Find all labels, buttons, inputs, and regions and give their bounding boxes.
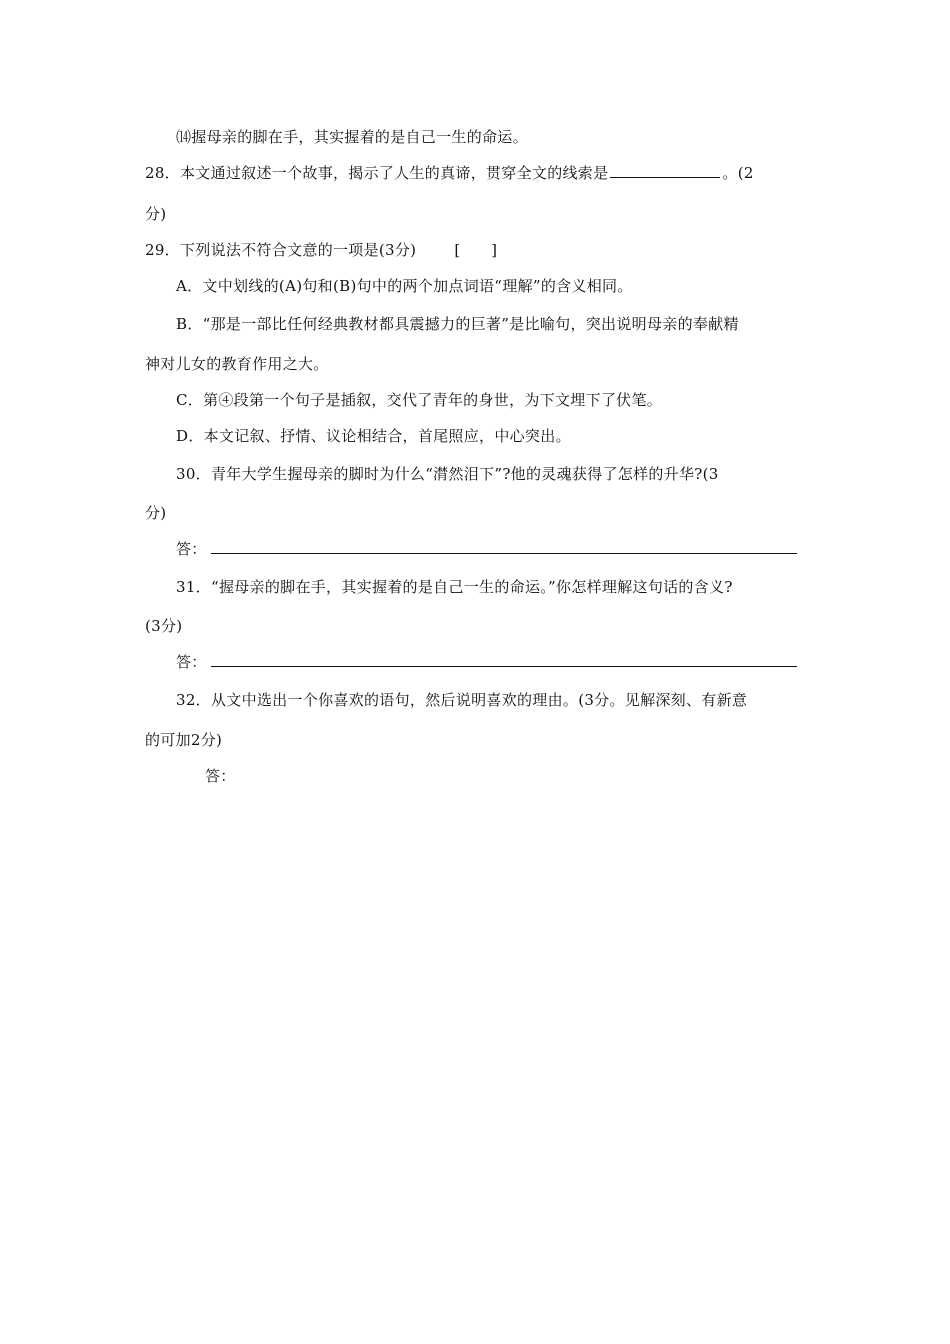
question-32-cont: 的可加2分) — [145, 731, 223, 749]
option-b-cont: 神对儿女的教育作用之大。 — [145, 355, 329, 373]
question-28 — [145, 163, 813, 183]
option-a: A．文中划线的(A)句和(B)句中的两个加点词语“理解”的含义相同。 — [176, 277, 633, 295]
option-d: D．本文记叙、抒情、议论相结合，首尾照应，中心突出。 — [176, 427, 571, 445]
question-30: 30．青年大学生握母亲的脚时为什么“潸然泪下”?他的灵魂获得了怎样的升华?(3 — [176, 465, 719, 483]
question-28-score: 。(2 — [722, 164, 754, 182]
answer-line[interactable] — [211, 539, 797, 554]
question-28-cont: 分) — [145, 205, 167, 223]
question-32: 32．从文中选出一个你喜欢的语句，然后说明喜欢的理由。(3分。见解深刻、有新意 — [176, 691, 748, 709]
answer-line[interactable] — [211, 652, 797, 667]
option-b: B．“那是一部比任何经典教材都具震撼力的巨著”是比喻句，突出说明母亲的奉献精 — [176, 315, 739, 333]
answer-32: 答： — [205, 767, 236, 785]
answer-30 — [176, 539, 813, 559]
question-28-text: 28．本文通过叙述一个故事，揭示了人生的真谛，贯穿全文的线索是 — [145, 164, 609, 182]
line-14: ⒁握母亲的脚在手，其实握着的是自己一生的命运。 — [176, 128, 528, 146]
answer-label: 答： — [176, 540, 207, 558]
option-c: C．第④段第一个句子是插叙，交代了青年的身世，为下文埋下了伏笔。 — [176, 391, 663, 409]
question-29 — [145, 240, 813, 260]
question-31-cont: (3分) — [145, 617, 183, 635]
answer-label: 答： — [176, 653, 207, 671]
answer-bracket[interactable]: [ ] — [454, 241, 498, 259]
question-30-cont: 分) — [145, 504, 167, 522]
question-29-text: 29．下列说法不符合文意的一项是(3分) — [145, 241, 417, 259]
answer-blank[interactable] — [610, 163, 720, 178]
answer-31 — [176, 652, 813, 672]
question-31: 31．“握母亲的脚在手，其实握着的是自己一生的命运。”你怎样理解这句话的含义? — [176, 578, 733, 596]
